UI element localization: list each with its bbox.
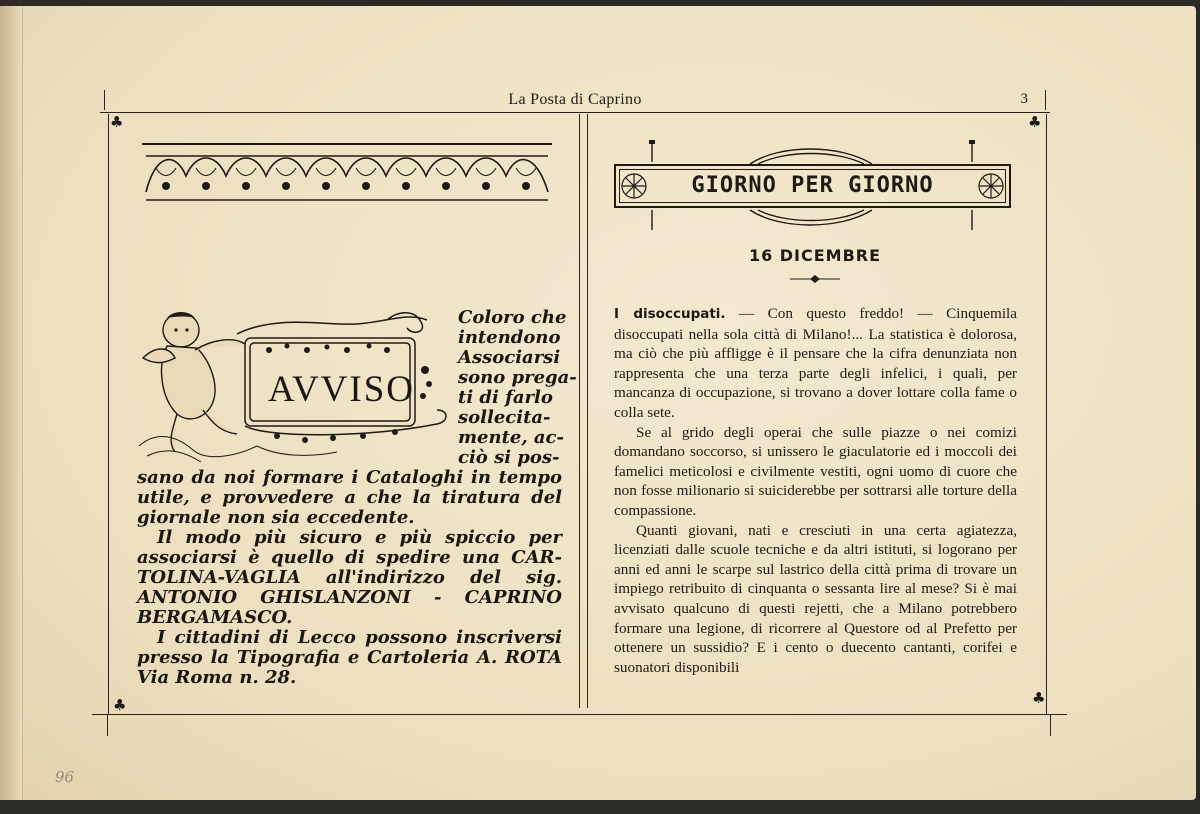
club-ornament-icon: ♣ <box>113 696 127 714</box>
notice-line: BERGAMASCO. <box>137 607 293 628</box>
column-rule <box>579 114 580 708</box>
notice-line: Il modo più sicuro e più spiccio per <box>157 527 562 548</box>
column-rule <box>587 114 588 708</box>
notice-line: TOLINA-VAGLIA all'indirizzo del sig. <box>137 567 562 588</box>
notice-line: Via Roma n. 28. <box>137 667 297 688</box>
date-ornament <box>790 274 840 284</box>
magazine-page <box>0 6 1196 800</box>
runin-heading: I disoccupati. <box>614 306 726 322</box>
notice-line: giornale non sia eccedente. <box>137 507 415 528</box>
notice-line: intendono <box>458 327 561 348</box>
decorative-border-band <box>142 148 552 204</box>
ornament-rule <box>142 143 552 145</box>
frame-rule-left <box>108 114 109 714</box>
running-head <box>100 88 1050 113</box>
section-title: GIORNO PER GIORNO <box>691 173 934 198</box>
notice-line: utile, e provvedere a che la tiratura del <box>137 487 562 508</box>
notice-line: sano da noi formare i Cataloghi in tempo <box>137 467 562 488</box>
club-ornament-icon: ♣ <box>1032 689 1046 707</box>
head-tick <box>1045 90 1046 110</box>
notice-line: mente, ac- <box>458 427 564 448</box>
notice-line: ti di farlo <box>458 387 553 408</box>
notice-line: Associarsi <box>458 347 561 368</box>
bottom-rule <box>92 714 1067 715</box>
notice-line: ciò si pos- <box>458 447 560 468</box>
article-paragraph: Quanti giovani, nati e cresciuti in una certa agiatezza, licenziati dalle scuole tecniche e da altri istituti, si logorano per anni ed anni le scarpe sul lastrico della città prima di trovare un impiego retribuito di cinquanta o sessanta lire al mese? Si è mai avvisato qualcuno di questi rejetti, che a Milano potrebbero formare una legione, di ricorrere al Questore od al Prefetto per ottenere un sussidio? E i cento o duecento cantanti, corifei e suonatori disponibili <box>614 521 1017 676</box>
article-paragraph <box>614 304 1017 423</box>
article-body <box>614 304 1017 677</box>
notice-line: sollecita- <box>458 407 551 428</box>
avviso-label: AVVISO <box>268 369 416 410</box>
notice-line: Coloro che <box>458 307 567 328</box>
notice-line: sono prega- <box>458 367 577 388</box>
page-number: 3 <box>1020 91 1028 107</box>
bottom-tick <box>1050 714 1051 736</box>
frame-rule-right <box>1046 114 1047 714</box>
notice-line: associarsi è quello di spedire una CAR- <box>137 547 562 568</box>
notice-line: presso la Tipografia e Cartoleria A. ROTA <box>137 647 562 668</box>
date-heading: 16 DICEMBRE <box>748 246 882 265</box>
pencil-margin-note: 96 <box>55 768 75 786</box>
article-paragraph: Se al grido degli operai che sulle piazze o nei comizi domandano soccorso, si unissero le giaculatorie ed i moccoli dei famelici meticolosi e civilmente vestiti, ogni uomo di cuore che non fosse milionario si suiciderebbe per sottrarsi alle torture della compassione. <box>614 423 1017 519</box>
notice-line: I cittadini di Lecco possono inscriversi <box>157 627 562 648</box>
running-title: La Posta di Caprino <box>508 91 642 108</box>
section-title-box <box>614 164 1011 208</box>
paragraph-text: — Con questo freddo! — Cinquemila disoccupati nella sola città di Milano!... La statistica è dolorosa, ma ciò che più affligge è il pensare che la cifra denunziata non rappresenta che una terza parte degli infelici, i quali, per mancanza di occupazione, si trovano a dover lottare colla fame o colla sete. <box>614 305 1017 421</box>
club-ornament-icon: ♣ <box>110 113 124 131</box>
notice-line: ANTONIO GHISLANZONI - CAPRINO <box>137 587 562 608</box>
club-ornament-icon: ♣ <box>1028 113 1042 131</box>
bottom-tick <box>107 714 108 736</box>
binding-gutter <box>0 6 23 800</box>
